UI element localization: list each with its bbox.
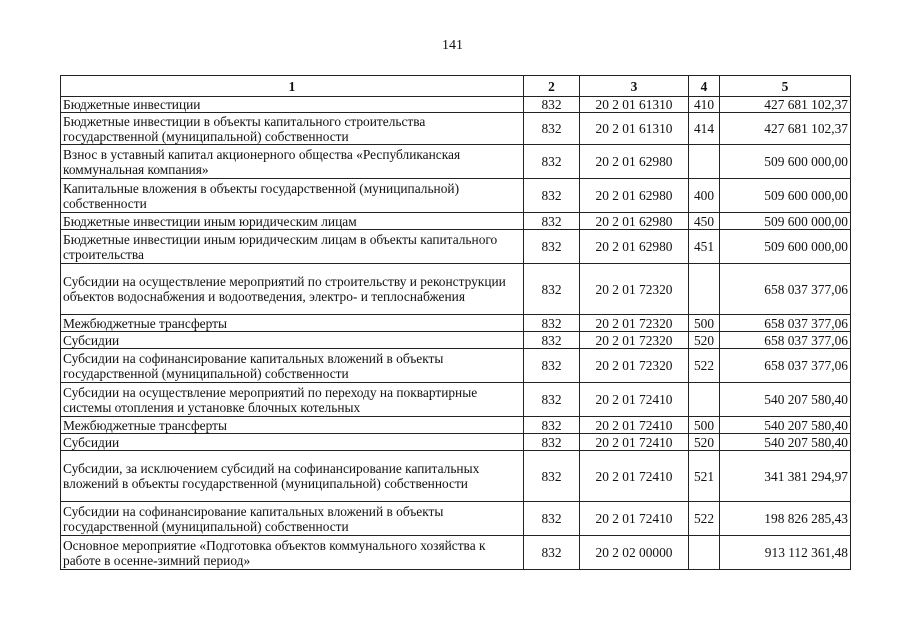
row-target-article: 20 2 01 72410 — [580, 502, 689, 536]
row-target-article: 20 2 01 62980 — [580, 213, 689, 230]
table-row — [61, 97, 851, 113]
row-admin-code: 832 — [524, 145, 580, 179]
row-target-article: 20 2 01 62980 — [580, 230, 689, 264]
row-expense-type: 522 — [689, 349, 720, 383]
table-row — [61, 332, 851, 349]
row-target-article: 20 2 01 62980 — [580, 179, 689, 213]
row-name: Бюджетные инвестиции в объекты капитального строительства государственной (муниципальной) собственности — [61, 113, 524, 145]
header-row — [61, 76, 851, 97]
table-row — [61, 315, 851, 332]
row-target-article: 20 2 01 62980 — [580, 145, 689, 179]
table-body — [61, 97, 851, 570]
table-row — [61, 145, 851, 179]
row-amount: 427 681 102,37 — [720, 113, 851, 145]
column-header-1: 1 — [61, 76, 524, 97]
table-row — [61, 536, 851, 570]
row-expense-type: 520 — [689, 434, 720, 451]
column-header-2: 2 — [524, 76, 580, 97]
column-header-5: 5 — [720, 76, 851, 97]
row-admin-code: 832 — [524, 451, 580, 502]
row-name: Субсидии — [61, 332, 524, 349]
row-name: Бюджетные инвестиции — [61, 97, 524, 113]
row-admin-code: 832 — [524, 264, 580, 315]
row-admin-code: 832 — [524, 213, 580, 230]
column-header-4: 4 — [689, 76, 720, 97]
row-target-article: 20 2 01 72410 — [580, 434, 689, 451]
row-name: Основное мероприятие «Подготовка объектов коммунального хозяйства к работе в осенне-зимний период» — [61, 536, 524, 570]
row-expense-type — [689, 145, 720, 179]
row-expense-type: 521 — [689, 451, 720, 502]
row-expense-type: 522 — [689, 502, 720, 536]
row-expense-type: 520 — [689, 332, 720, 349]
row-name: Субсидии на софинансирование капитальных вложений в объекты государственной (муниципальной) собственности — [61, 502, 524, 536]
row-name: Бюджетные инвестиции иным юридическим лицам — [61, 213, 524, 230]
row-amount: 658 037 377,06 — [720, 315, 851, 332]
row-expense-type: 450 — [689, 213, 720, 230]
row-target-article: 20 2 01 72410 — [580, 417, 689, 434]
page-number: 141 — [442, 38, 463, 53]
row-admin-code: 832 — [524, 502, 580, 536]
row-target-article: 20 2 01 72410 — [580, 451, 689, 502]
table-row — [61, 213, 851, 230]
row-admin-code: 832 — [524, 230, 580, 264]
row-amount: 509 600 000,00 — [720, 145, 851, 179]
table-row — [61, 179, 851, 213]
row-admin-code: 832 — [524, 179, 580, 213]
row-amount: 427 681 102,37 — [720, 97, 851, 113]
row-name: Субсидии на осуществление мероприятий по переходу на поквартирные системы отопления и установке блочных котельных — [61, 383, 524, 417]
column-header-3: 3 — [580, 76, 689, 97]
row-name: Субсидии на софинансирование капитальных вложений в объекты государственной (муниципальной) собственности — [61, 349, 524, 383]
row-name: Межбюджетные трансферты — [61, 315, 524, 332]
row-amount: 509 600 000,00 — [720, 179, 851, 213]
row-name: Субсидии — [61, 434, 524, 451]
table-row — [61, 230, 851, 264]
row-admin-code: 832 — [524, 97, 580, 113]
row-expense-type — [689, 536, 720, 570]
row-amount: 658 037 377,06 — [720, 332, 851, 349]
row-admin-code: 832 — [524, 383, 580, 417]
table-row — [61, 451, 851, 502]
budget-table — [60, 75, 851, 570]
row-expense-type: 500 — [689, 417, 720, 434]
row-admin-code: 832 — [524, 434, 580, 451]
row-target-article: 20 2 01 61310 — [580, 97, 689, 113]
row-target-article: 20 2 01 72320 — [580, 349, 689, 383]
row-amount: 509 600 000,00 — [720, 213, 851, 230]
row-expense-type: 500 — [689, 315, 720, 332]
row-name: Субсидии на осуществление мероприятий по строительству и реконструкции объектов водоснабжения и водоотведения, электро- и теплоснабжения — [61, 264, 524, 315]
row-target-article: 20 2 01 61310 — [580, 113, 689, 145]
row-name: Бюджетные инвестиции иным юридическим лицам в объекты капитального строительства — [61, 230, 524, 264]
row-amount: 658 037 377,06 — [720, 349, 851, 383]
table-row — [61, 417, 851, 434]
row-admin-code: 832 — [524, 113, 580, 145]
row-admin-code: 832 — [524, 536, 580, 570]
row-admin-code: 832 — [524, 349, 580, 383]
row-name: Субсидии, за исключением субсидий на софинансирование капитальных вложений в объекты государственной (муниципальной) собственности — [61, 451, 524, 502]
row-amount: 540 207 580,40 — [720, 434, 851, 451]
row-target-article: 20 2 02 00000 — [580, 536, 689, 570]
row-expense-type: 414 — [689, 113, 720, 145]
table-row — [61, 113, 851, 145]
row-amount: 198 826 285,43 — [720, 502, 851, 536]
row-amount: 913 112 361,48 — [720, 536, 851, 570]
row-target-article: 20 2 01 72320 — [580, 264, 689, 315]
row-amount: 540 207 580,40 — [720, 417, 851, 434]
row-amount: 540 207 580,40 — [720, 383, 851, 417]
row-target-article: 20 2 01 72320 — [580, 332, 689, 349]
row-name: Межбюджетные трансферты — [61, 417, 524, 434]
row-name: Взнос в уставный капитал акционерного общества «Республиканская коммунальная компания» — [61, 145, 524, 179]
row-target-article: 20 2 01 72410 — [580, 383, 689, 417]
row-expense-type: 451 — [689, 230, 720, 264]
row-admin-code: 832 — [524, 417, 580, 434]
table-row — [61, 349, 851, 383]
row-amount: 509 600 000,00 — [720, 230, 851, 264]
row-expense-type: 400 — [689, 179, 720, 213]
row-name: Капитальные вложения в объекты государственной (муниципальной) собственности — [61, 179, 524, 213]
row-expense-type: 410 — [689, 97, 720, 113]
table-row — [61, 383, 851, 417]
row-amount: 341 381 294,97 — [720, 451, 851, 502]
row-target-article: 20 2 01 72320 — [580, 315, 689, 332]
table-row — [61, 264, 851, 315]
row-expense-type — [689, 383, 720, 417]
row-expense-type — [689, 264, 720, 315]
table-row — [61, 502, 851, 536]
row-amount: 658 037 377,06 — [720, 264, 851, 315]
table-row — [61, 434, 851, 451]
row-admin-code: 832 — [524, 315, 580, 332]
row-admin-code: 832 — [524, 332, 580, 349]
